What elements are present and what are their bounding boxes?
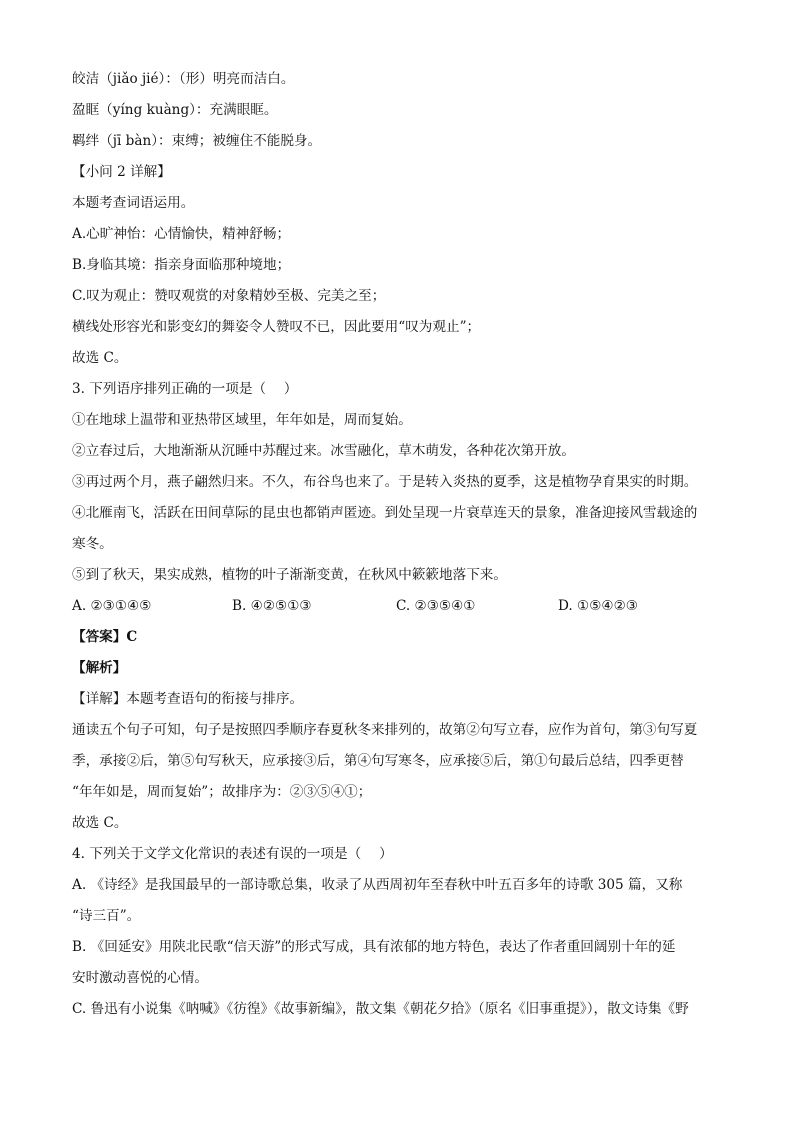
option-a: A. ②③①④⑤ bbox=[72, 598, 152, 614]
option-b: B. ④②⑤①③ bbox=[232, 598, 312, 614]
q4-option-c: C. 鲁迅有小说集《呐喊》《彷徨》《故事新编》，散文集《朝花夕拾》（原名《旧事重提》），散文诗集《野 bbox=[72, 1001, 689, 1017]
sentence-2: ②立春过后，大地渐渐从沉睡中苏醒过来。冰雪融化，草木萌发，各种花次第开放。 bbox=[72, 443, 575, 459]
text-line: B.身临其境：指亲身面临那种境地； bbox=[72, 257, 291, 273]
explain-line: 故选 C。 bbox=[72, 815, 128, 831]
q4-option-a-cont: “诗三百”。 bbox=[72, 908, 141, 924]
q4-option-b-cont: 安时激动喜悦的心情。 bbox=[72, 970, 208, 986]
option-d: D. ①⑤④②③ bbox=[558, 598, 638, 614]
sentence-5: ⑤到了秋天，果实成熟，植物的叶子渐渐变黄，在秋风中簌簌地落下来。 bbox=[72, 567, 507, 583]
answer-label: 【答案】C bbox=[72, 629, 138, 645]
explain-line: 季，承接②后，第⑤句写秋天，应承接③后，第④句写寒冬，应承接⑤后，第①句最后总结，四季更替 bbox=[72, 753, 684, 769]
section-heading: 【小问 2 详解】 bbox=[72, 164, 171, 180]
document-page bbox=[72, 64, 724, 1025]
question-4: 4. 下列关于文学文化常识的表述有误的一项是（ ） bbox=[72, 846, 393, 862]
options-row bbox=[72, 591, 724, 622]
analysis-label: 【解析】 bbox=[72, 660, 127, 676]
text-line: 故选 C。 bbox=[72, 350, 128, 366]
sentence-1: ①在地球上温带和亚热带区域里，年年如是，周而复始。 bbox=[72, 412, 412, 428]
explain-line: 通读五个句子可知，句子是按照四季顺序春夏秋冬来排列的，故第②句写立春，应作为首句，第③句写夏 bbox=[72, 722, 698, 738]
sentence-4: ④北雁南飞，活跃在田间草际的昆虫也都销声匿迹。到处呈现一片衰草连天的景象，准备迎接风雪载途的 bbox=[72, 505, 698, 521]
option-c: C. ②③⑤④① bbox=[396, 598, 476, 614]
text-line: 横线处形容光和影变幻的舞姿令人赞叹不已，因此要用“叹为观止”； bbox=[72, 319, 481, 335]
sentence-3: ③再过两个月，燕子翩然归来。不久，布谷鸟也来了。于是转入炎热的夏季，这是植物孕育果实的时期。 bbox=[72, 474, 698, 490]
text-line: 羁绊（jī bàn）：束缚；被缠住不能脱身。 bbox=[72, 133, 322, 149]
text-line: 本题考查词语运用。 bbox=[72, 195, 195, 211]
sentence-4-cont: 寒冬。 bbox=[72, 536, 113, 552]
detail-line: 【详解】本题考查语句的衔接与排序。 bbox=[72, 691, 304, 707]
text-line: C.叹为观止：赞叹观赏的对象精妙至极、完美之至； bbox=[72, 288, 386, 304]
text-line: 盈眶（yíng kuàng）：充满眼眶。 bbox=[72, 102, 278, 118]
text-line: A.心旷神怡：心情愉快，精神舒畅； bbox=[72, 226, 291, 242]
q4-option-a: A. 《诗经》是我国最早的一部诗歌总集，收录了从西周初年至春秋中叶五百多年的诗歌 305 篇，又称 bbox=[72, 877, 683, 893]
question-3: 3. 下列语序排列正确的一项是（ ） bbox=[72, 381, 298, 397]
q4-option-b: B. 《回延安》用陕北民歌“信天游”的形式写成，具有浓郁的地方特色，表达了作者重回阔别十年的延 bbox=[72, 939, 676, 955]
explain-line: “年年如是，周而复始”；故排序为：②③⑤④①； bbox=[72, 784, 372, 800]
text-line: 皎洁（jiǎo jié）：（形）明亮而洁白。 bbox=[72, 71, 295, 87]
